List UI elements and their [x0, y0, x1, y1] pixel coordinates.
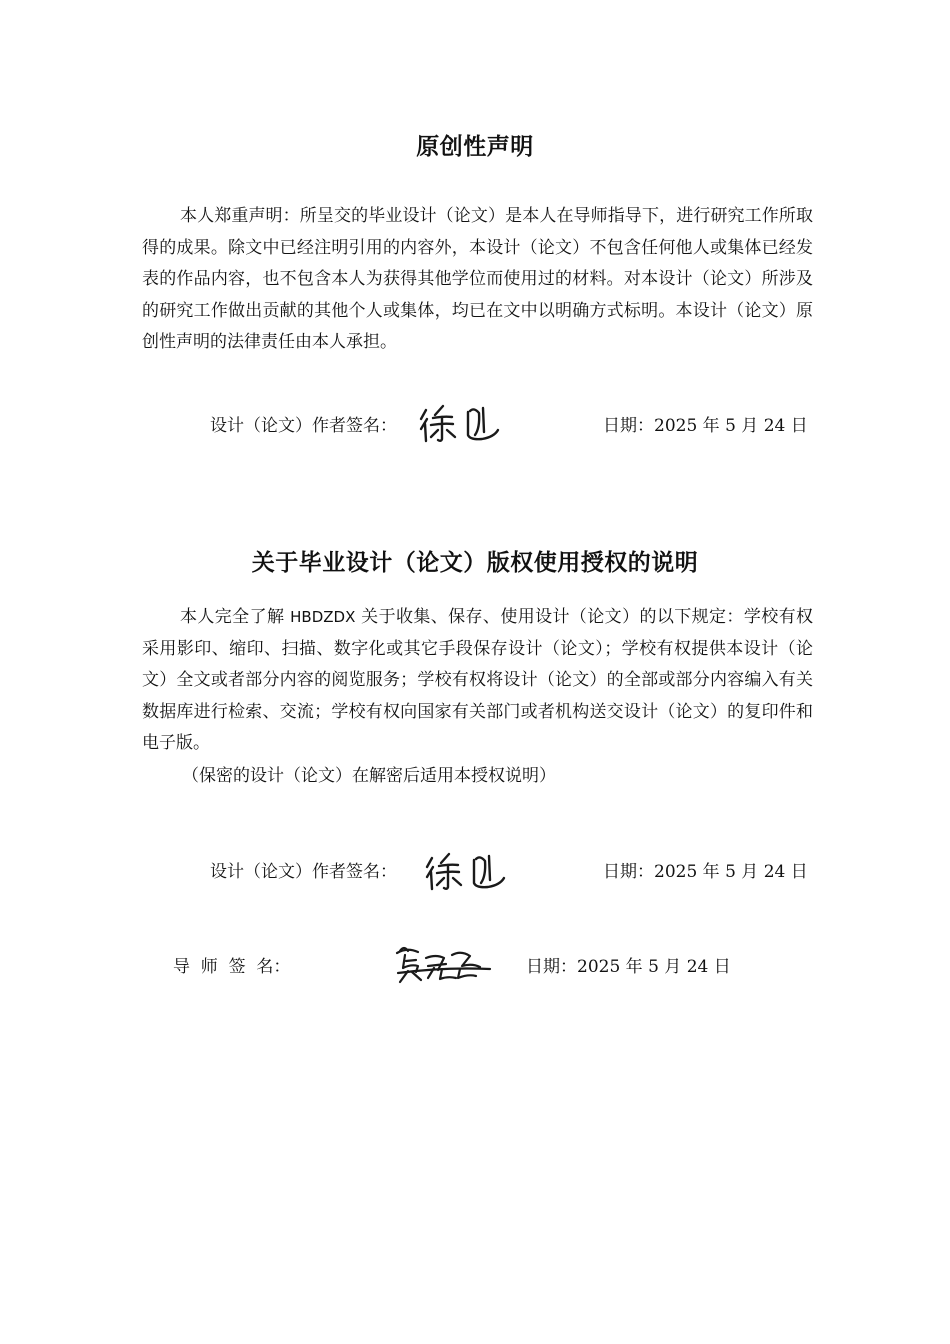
institution-code: HBDZDX — [290, 608, 356, 626]
copyright-author-label: 设计（论文）作者签名： — [210, 862, 397, 882]
copyright-body-rest: 关于收集、保存、使用设计（论文）的以下规定：学校有权采用影印、缩印、扫描、数字化或其它手段保存设计（论文）；学校有权提供本设计（论文）全文或者部分内容的阅览服务；学校有权将设计（论文）的全部或部分内容编入有关数据库进行检索、交流；学校有权向国家有关部门或者机构送交设计（论文）的复印件和电子版。 — [142, 607, 813, 753]
copyright-body-start: 本人完全了解 — [180, 607, 291, 627]
originality-date: 日期：2025 年 5 月 24 日 — [603, 416, 808, 436]
supervisor-label: 导 师 签 名： — [173, 957, 291, 977]
originality-body: 本人郑重声明：所呈交的毕业设计（论文）是本人在导师指导下，进行研究工作所取得的成果。除文中已经注明引用的内容外，本设计（论文）不包含任何他人或集体已经发表的作品内容，也不包含本人为获得其他学位而使用过的材料。对本设计（论文）所涉及的研究工作做出贡献的其他个人或集体，均已在文中以明确方式标明。本设计（论文）原创性声明的法律责任由本人承担。 — [142, 206, 813, 352]
supervisor-signature — [394, 942, 494, 986]
copyright-author-signature — [424, 850, 510, 894]
supervisor-date: 日期：2025 年 5 月 24 日 — [526, 957, 731, 977]
originality-author-label: 设计（论文）作者签名： — [210, 416, 397, 436]
copyright-body — [142, 602, 813, 760]
originality-author-signature — [418, 402, 504, 446]
confidentiality-note: （保密的设计（论文）在解密后适用本授权说明） — [182, 766, 556, 786]
copyright-title: 关于毕业设计（论文）版权使用授权的说明 — [251, 550, 699, 576]
copyright-author-date: 日期：2025 年 5 月 24 日 — [603, 862, 808, 882]
originality-title: 原创性声明 — [416, 134, 534, 160]
